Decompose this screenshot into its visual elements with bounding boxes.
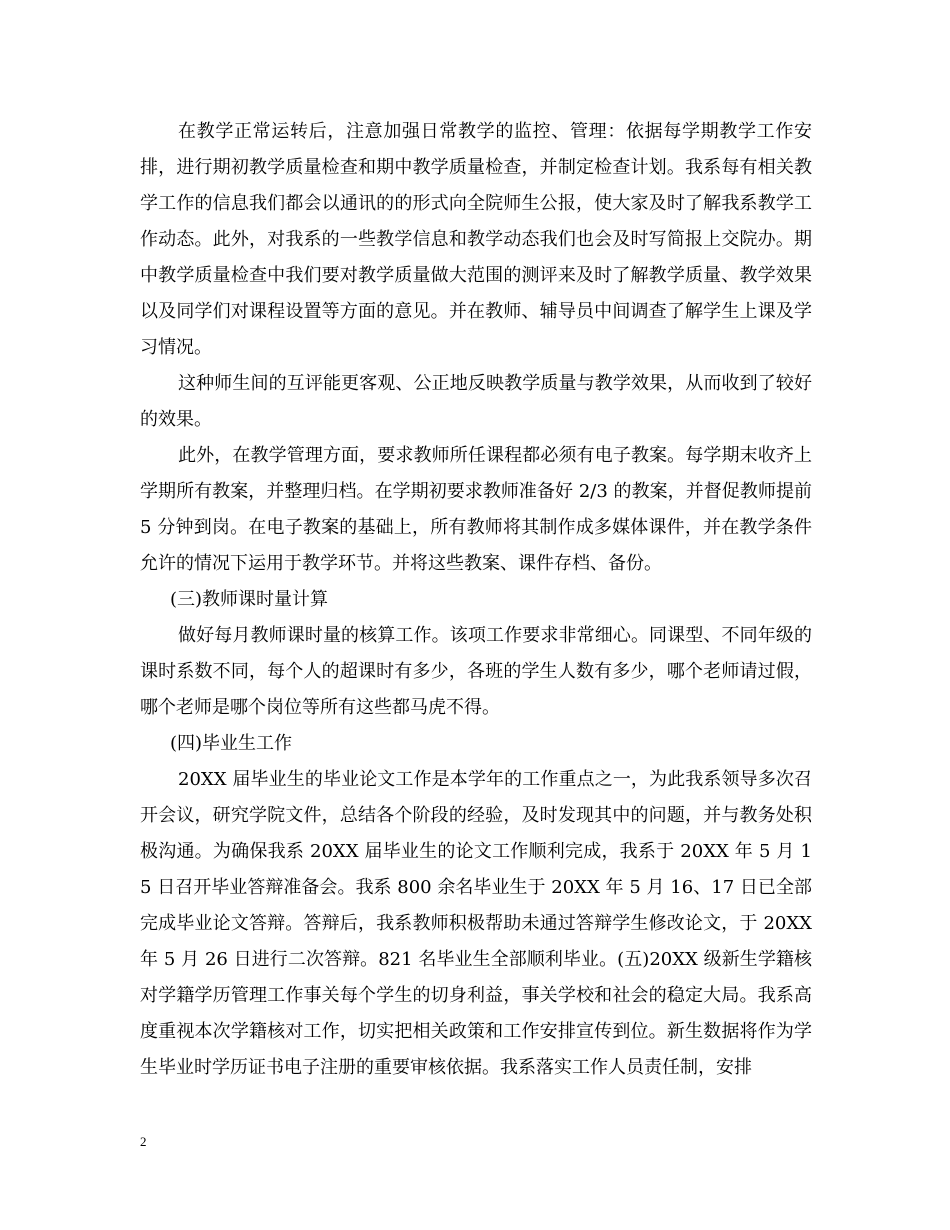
paragraph-graduates: 20XX 届毕业生的毕业论文工作是本学年的工作重点之一，为此我系领导多次召开会议，研究学院文件，总结各个阶段的经验，及时发现其中的问题，并与教务处积极沟通。为确保我系 20XX 届毕业生的论文工作顺利完成，我系于 20XX 年 5 月 15 日召开毕业答辩准备会。我系 800 余名毕业生于 20XX 年 5 月 16、17 日已全部完成毕业论文答辩。答辩后，我系教师积极帮助未通过答辩学生修改论文，于 20XX 年 5 月 26 日进行二次答辩。821 名毕业生全部顺利毕业。(五)20XX 级新生学籍核对学籍学历管理工作事关每个学生的切身利益，事关学校和社会的稳定大局。我系高度重视本次学籍核对工作，切实把相关政策和工作安排宣传到位。新生数据将作为学生毕业时学历证书电子注册的重要审核依据。我系落实工作人员责任制，安排 (140, 769, 812, 1078)
paragraph-teaching-monitoring: 在教学正常运转后，注意加强日常教学的监控、管理：依据每学期教学工作安排，进行期初教学质量检查和期中教学质量检查，并制定检查计划。我系每有相关教学工作的信息我们都会以通讯的的形式向全院师生公报，使大家及时了解我系教学工作动态。此外，对我系的一些教学信息和教学动态我们也会及时写简报上交院办。期中教学质量检查中我们要对教学质量做大范围的测评来及时了解教学质量、教学效果以及同学们对课程设置等方面的意见。并在教师、辅导员中间调查了解学生上课及学习情况。 (140, 121, 812, 358)
paragraph-mutual-evaluation: 这种师生间的互评能更客观、公正地反映教学质量与教学效果，从而收到了较好的效果。 (140, 373, 812, 430)
document-body (140, 114, 812, 1086)
page-number: 2 (140, 1134, 147, 1149)
paragraph-teaching-management: 此外，在教学管理方面，要求教师所任课程都必须有电子教案。每学期末收齐上学期所有教案，并整理归档。在学期初要求教师准备好 2/3 的教案，并督促教师提前 5 分钟到岗。在电子教案的基础上，所有教师将其制作成多媒体课件，并在教学条件允许的情况下运用于教学环节。并将这些教案、课件存档、备份。 (140, 445, 812, 574)
section-heading-class-hours: (三)教师课时量计算 (170, 589, 329, 610)
section-heading-graduates: (四)毕业生工作 (170, 733, 293, 754)
paragraph-class-hours: 做好每月教师课时量的核算工作。该项工作要求非常细心。同课型、不同年级的课时系数不同，每个人的超课时有多少，各班的学生人数有多少，哪个老师请过假，哪个老师是哪个岗位等所有这些都马虎不得。 (140, 625, 812, 718)
